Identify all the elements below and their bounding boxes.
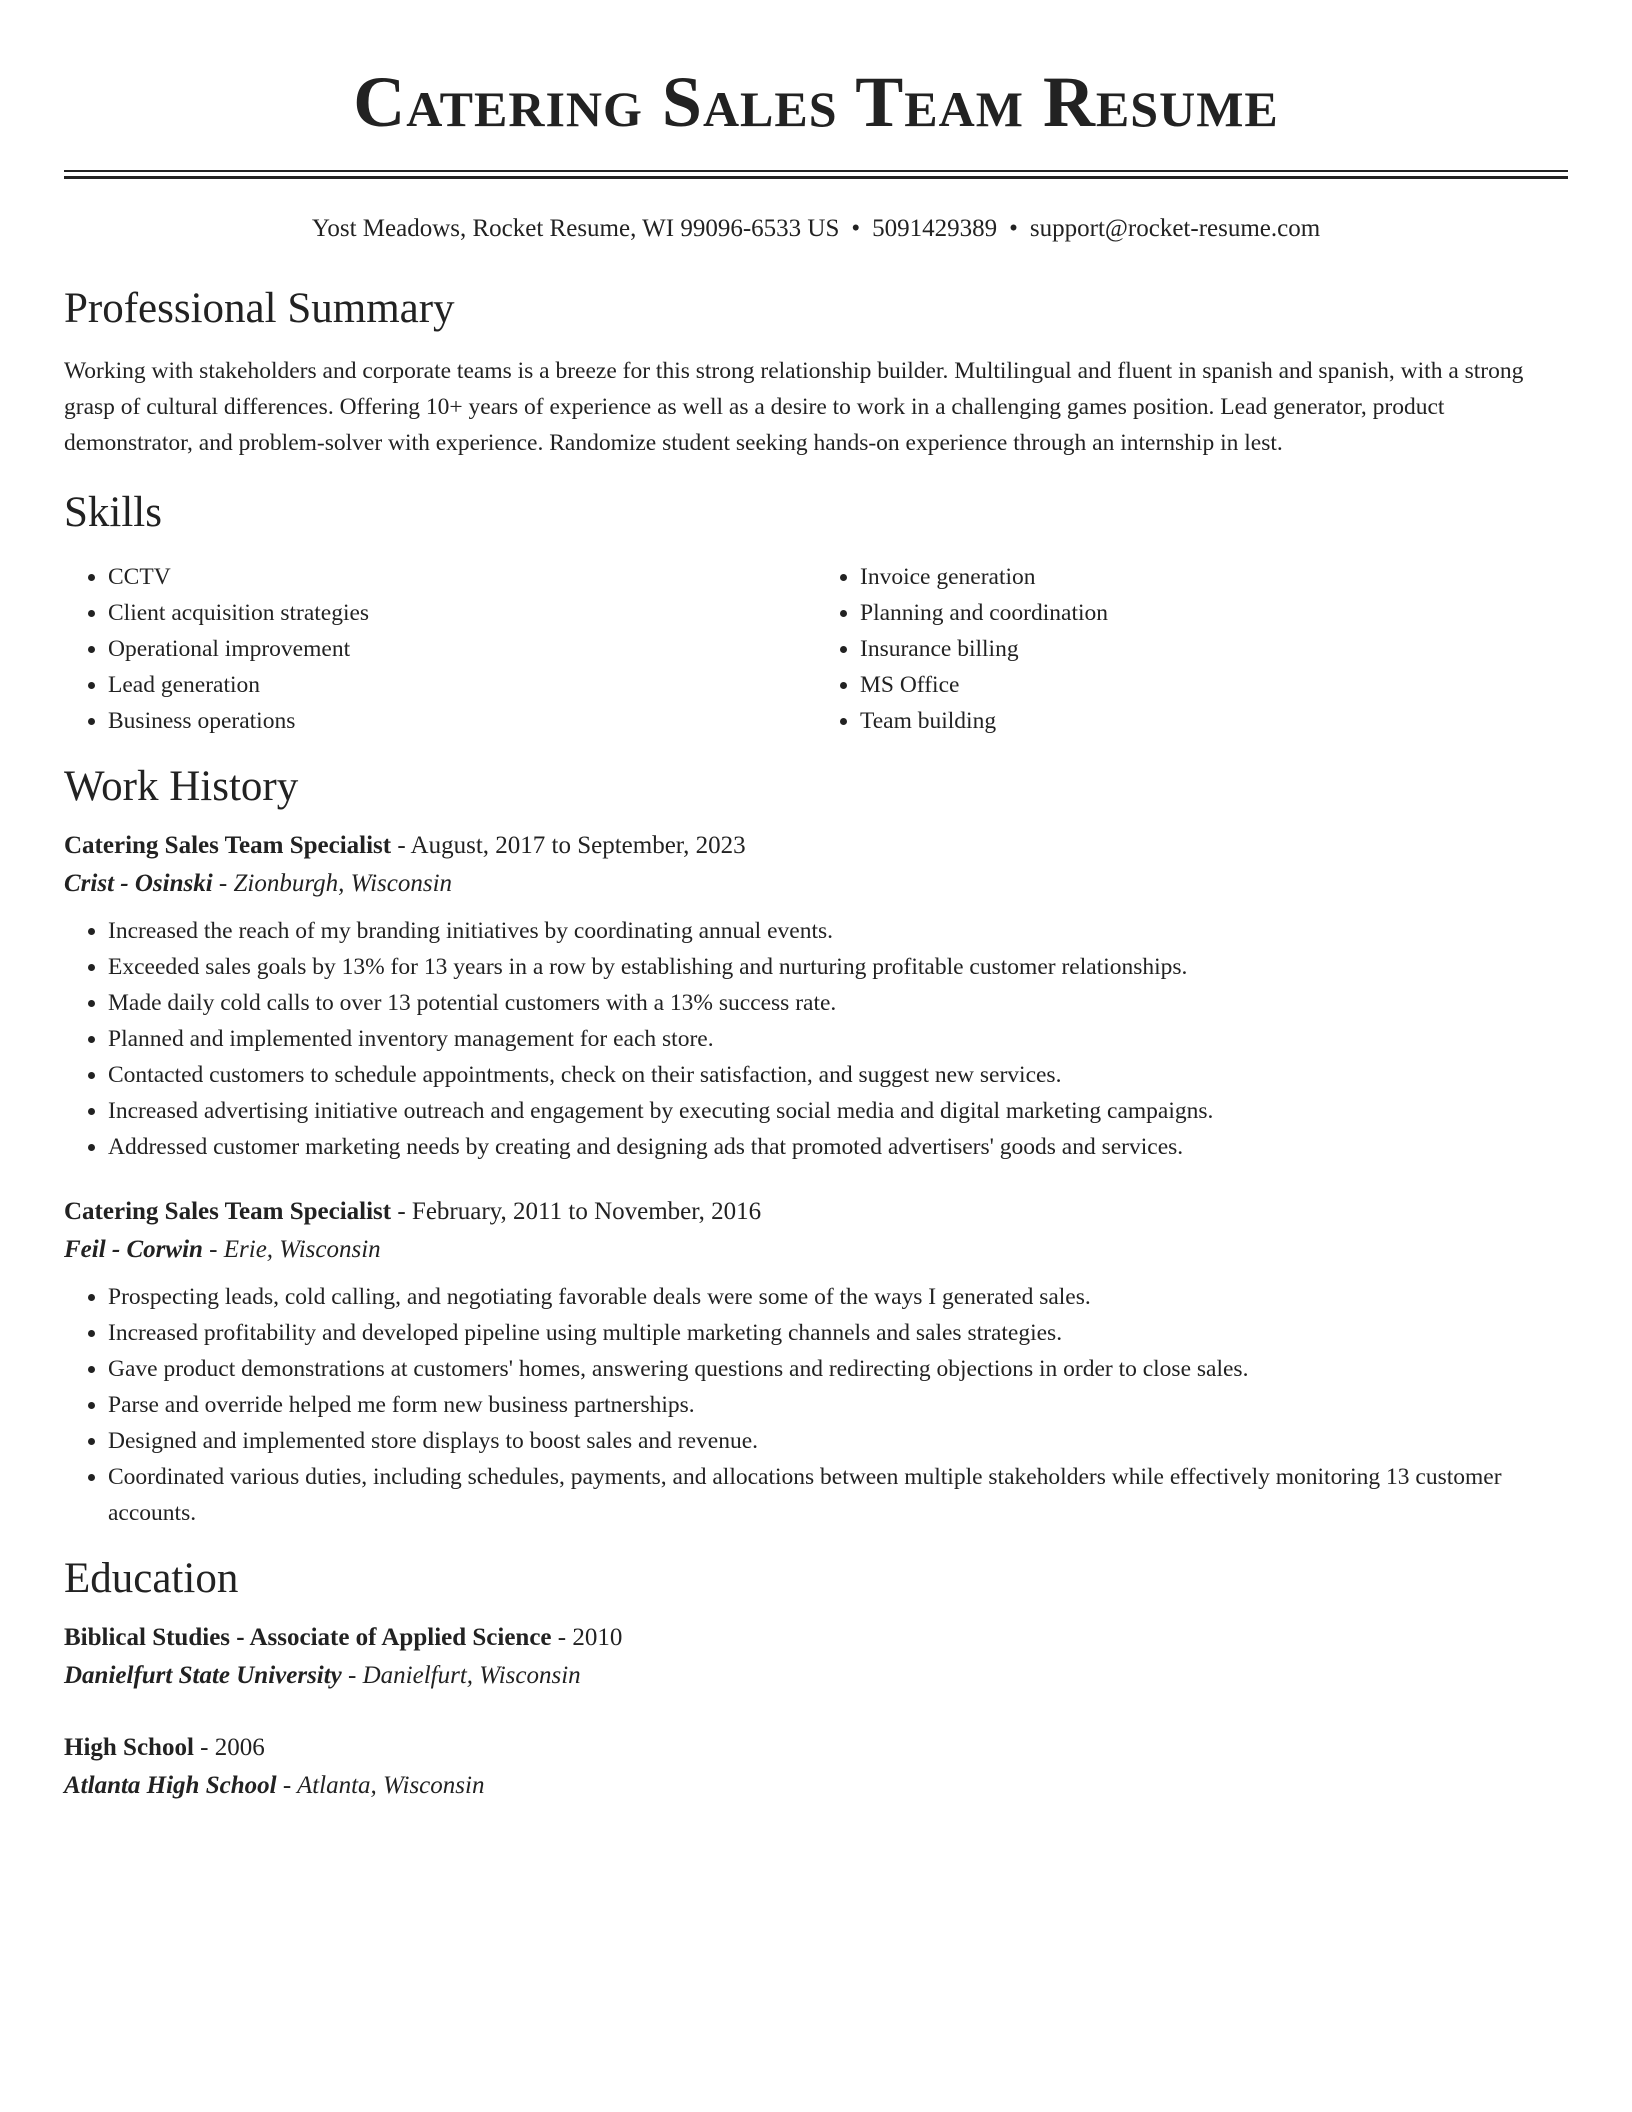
contact-separator: •	[851, 215, 861, 242]
job-title-line: Catering Sales Team Specialist - February, 2011 to November, 2016	[64, 1198, 762, 1225]
skill-item: • Team building	[860, 703, 1568, 739]
summary-heading: Professional Summary	[64, 285, 455, 332]
job-entry	[64, 827, 1568, 1165]
resume-page	[64, 0, 1568, 1805]
contact-separator: •	[1009, 215, 1018, 242]
education-school: Danielfurt State University	[64, 1662, 342, 1689]
education-degree-line: High School - 2006	[64, 1734, 265, 1761]
education-heading: Education	[64, 1555, 239, 1602]
job-bullet: • Parse and override helped me form new business partnerships.	[108, 1387, 1568, 1423]
job-company-line: Crist - Osinski - Zionburgh, Wisconsin	[64, 870, 453, 897]
job-title-line: Catering Sales Team Specialist - August, 2017 to September, 2023	[64, 832, 746, 859]
job-location: Zionburgh, Wisconsin	[233, 870, 453, 897]
job-bullet: • Planned and implemented inventory management for each store.	[108, 1021, 1568, 1057]
job-bullet: • Increased profitability and developed pipeline using multiple marketing channels and sales strategies.	[108, 1315, 1568, 1351]
job-location: Erie, Wisconsin	[223, 1236, 381, 1263]
skill-item: • Client acquisition strategies	[108, 595, 816, 631]
education-entry	[64, 1619, 1568, 1695]
job-entry	[64, 1193, 1568, 1531]
education-school: Atlanta High School	[64, 1772, 277, 1799]
resume-title: Catering Sales Team Resume	[353, 62, 1279, 142]
education-entry	[64, 1729, 1568, 1805]
job-bullet: • Addressed customer marketing needs by creating and designing ads that promoted advertisers' goods and services.	[108, 1129, 1568, 1165]
education-section	[64, 1553, 1568, 1805]
job-company-line: Feil - Corwin - Erie, Wisconsin	[64, 1236, 381, 1263]
contact-address: Yost Meadows, Rocket Resume, WI 99096-6533 US	[311, 215, 840, 242]
job-bullet: • Increased the reach of my branding initiatives by coordinating annual events.	[108, 913, 1568, 949]
education-degree: Biblical Studies - Associate of Applied Science	[64, 1624, 552, 1651]
work-history-heading: Work History	[64, 763, 299, 810]
job-bullet: • Designed and implemented store displays to boost sales and revenue.	[108, 1423, 1568, 1459]
job-bullet: • Exceeded sales goals by 13% for 13 years in a row by establishing and nurturing profitable customer relationships.	[108, 949, 1568, 985]
summary-section	[64, 283, 1568, 461]
skill-item: • Insurance billing	[860, 631, 1568, 667]
contact-phone: 5091429389	[872, 215, 998, 242]
education-school-line: Danielfurt State University - Danielfurt, Wisconsin	[64, 1662, 581, 1689]
job-title: Catering Sales Team Specialist	[64, 832, 392, 859]
skill-item: • CCTV	[108, 559, 816, 595]
job-bullet: • Increased advertising initiative outreach and engagement by executing social media and digital marketing campaigns.	[108, 1093, 1568, 1129]
job-title: Catering Sales Team Specialist	[64, 1198, 392, 1225]
skill-item: • Operational improvement	[108, 631, 816, 667]
job-bullet: • Contacted customers to schedule appointments, check on their satisfaction, and suggest new services.	[108, 1057, 1568, 1093]
job-dates: August, 2017 to September, 2023	[410, 832, 746, 859]
job-bullet: • Coordinated various duties, including schedules, payments, and allocations between multiple stakeholders while effectively monitoring 13 customer accounts.	[108, 1459, 1568, 1531]
education-school-line: Atlanta High School - Atlanta, Wisconsin	[64, 1772, 485, 1799]
job-dates: February, 2011 to November, 2016	[411, 1198, 762, 1225]
skills-grid	[64, 559, 1568, 739]
contact-line	[64, 213, 1568, 245]
job-bullet: • Made daily cold calls to over 13 potential customers with a 13% success rate.	[108, 985, 1568, 1021]
work-history-section	[64, 761, 1568, 1531]
summary-text: Working with stakeholders and corporate teams is a breeze for this strong relationship builder. Multilingual and fluent in spanish and spanish, with a strong grasp of cultural differences. Offering 10+ years of experience as well as a desire to work in a challenging games position. Lead generator, product demonstrator, and problem-solver with experience. Randomize student seeking hands-on experience through an internship in lest.	[64, 358, 1524, 456]
job-bullet: • Prospecting leads, cold calling, and negotiating favorable deals were some of the ways I generated sales.	[108, 1279, 1568, 1315]
job-bullet: • Gave product demonstrations at customers' homes, answering questions and redirecting objections in order to close sales.	[108, 1351, 1568, 1387]
job-bullets	[64, 913, 1568, 1165]
skills-section	[64, 487, 1568, 739]
skill-item: • Lead generation	[108, 667, 816, 703]
skills-right-column	[816, 559, 1568, 739]
education-location: Danielfurt, Wisconsin	[362, 1662, 581, 1689]
job-company: Crist - Osinski	[64, 870, 213, 897]
skill-item: • Business operations	[108, 703, 816, 739]
title-divider	[64, 170, 1568, 179]
contact-email: support@rocket-resume.com	[1029, 215, 1321, 242]
education-location: Atlanta, Wisconsin	[296, 1772, 485, 1799]
education-degree: High School	[64, 1734, 194, 1761]
education-degree-line: Biblical Studies - Associate of Applied Science - 2010	[64, 1624, 623, 1651]
skills-heading: Skills	[64, 489, 162, 536]
skill-item: • MS Office	[860, 667, 1568, 703]
skills-left-column	[64, 559, 816, 739]
skill-item: • Invoice generation	[860, 559, 1568, 595]
education-year: 2006	[214, 1734, 265, 1761]
job-company: Feil - Corwin	[64, 1236, 203, 1263]
education-year: 2010	[572, 1624, 623, 1651]
skill-item: • Planning and coordination	[860, 595, 1568, 631]
job-bullets	[64, 1279, 1568, 1531]
